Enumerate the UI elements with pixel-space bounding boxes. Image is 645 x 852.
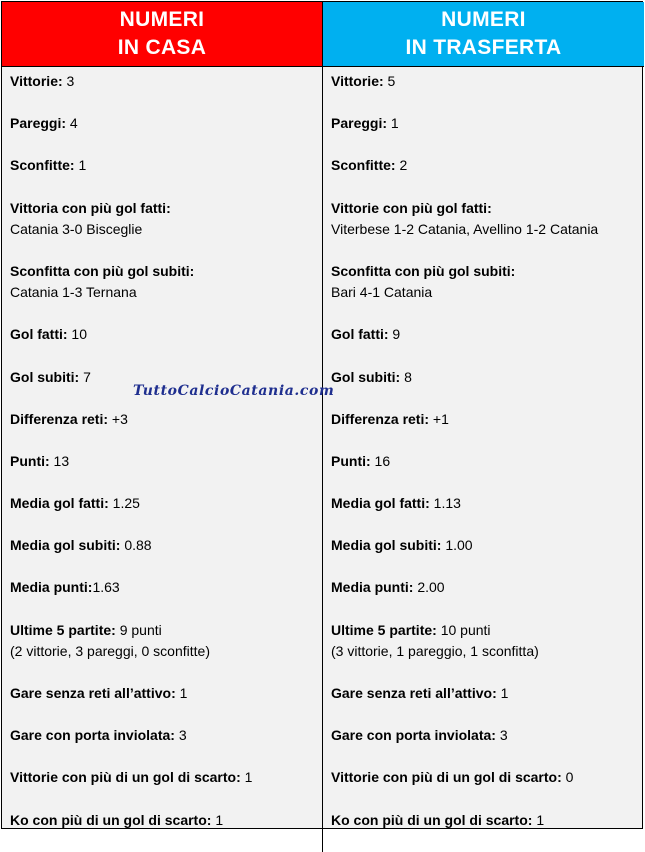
stat-pareggi: Pareggi: 1 (331, 115, 399, 132)
column-away (323, 67, 644, 852)
stat-vittoria-piu-gol: Vittoria con più gol fatti: Catania 3-0 Bisceglie (10, 199, 171, 237)
stat-porta-inviolata: Gare con porta inviolata: 3 (10, 727, 187, 744)
header-away (323, 2, 644, 67)
header-away-line1: NUMERI (441, 8, 526, 31)
stats-table (1, 1, 643, 829)
stat-media-punti: Media punti: 2.00 (331, 579, 445, 596)
column-home (2, 67, 323, 852)
stat-gol-subiti: Gol subiti: 7 (10, 368, 91, 385)
stat-vittorie: Vittorie: 5 (331, 73, 396, 89)
stat-porta-inviolata: Gare con porta inviolata: 3 (331, 727, 508, 744)
stat-differenza-reti: Differenza reti: +3 (10, 410, 128, 427)
stat-vittoria-piu-gol: Vittorie con più gol fatti: Viterbese 1-2 Catania, Avellino 1-2 Catania (331, 199, 599, 237)
stat-punti: Punti: 16 (331, 452, 391, 469)
header-home-line2: IN CASA (117, 36, 207, 59)
stat-media-gol-subiti: Media gol subiti: 0.88 (10, 537, 152, 554)
stat-ultime-5: Ultime 5 partite: 10 punti (3 vittorie, 1 pareggio, 1 sconfitta) (331, 621, 539, 659)
watermark: TuttoCalcioCatania.com (133, 383, 335, 399)
stat-senza-reti: Gare senza reti all’attivo: 1 (331, 685, 509, 702)
stat-ko-scarto: Ko con più di un gol di scarto: 1 (10, 811, 224, 828)
stat-media-punti: Media punti:1.63 (10, 579, 120, 596)
stat-sconfitte: Sconfitte: 2 (331, 157, 408, 174)
stat-media-gol-fatti: Media gol fatti: 1.13 (331, 495, 461, 512)
stat-media-gol-fatti: Media gol fatti: 1.25 (10, 495, 140, 512)
stat-senza-reti: Gare senza reti all’attivo: 1 (10, 685, 188, 702)
header-home-line1: NUMERI (119, 8, 205, 31)
stat-pareggi: Pareggi: 4 (10, 115, 78, 132)
stat-vittorie: Vittorie: 3 (10, 73, 75, 89)
stat-punti: Punti: 13 (10, 452, 70, 469)
stat-sconfitta-piu-gol: Sconfitta con più gol subiti: Bari 4-1 Catania (331, 262, 516, 300)
stat-vittorie-scarto: Vittorie con più di un gol di scarto: 1 (10, 769, 253, 786)
stat-sconfitta-piu-gol: Sconfitta con più gol subiti: Catania 1-3 Ternana (10, 262, 195, 300)
stat-ultime-5: Ultime 5 partite: 9 punti (2 vittorie, 3 pareggi, 0 sconfitte) (10, 621, 210, 659)
stat-gol-fatti: Gol fatti: 10 (10, 326, 88, 343)
stat-vittorie-scarto: Vittorie con più di un gol di scarto: 0 (331, 769, 574, 786)
stat-ko-scarto: Ko con più di un gol di scarto: 1 (331, 811, 545, 828)
stat-differenza-reti: Differenza reti: +1 (331, 410, 449, 427)
header-home (2, 2, 323, 67)
stat-sconfitte: Sconfitte: 1 (10, 157, 87, 174)
stat-gol-fatti: Gol fatti: 9 (331, 326, 401, 343)
stat-media-gol-subiti: Media gol subiti: 1.00 (331, 537, 473, 554)
stat-gol-subiti: Gol subiti: 8 (331, 368, 412, 385)
header-away-line2: IN TRASFERTA (405, 36, 562, 59)
